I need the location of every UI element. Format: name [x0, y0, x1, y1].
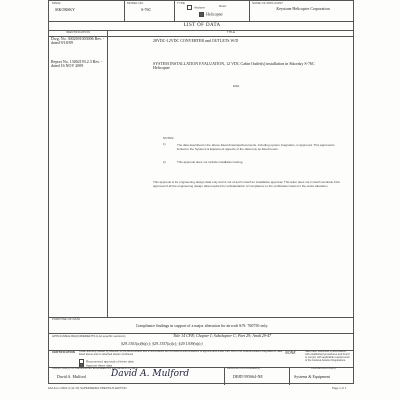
type-option-airplane: Airplane — [187, 5, 205, 10]
certification-option-approve[interactable]: Approve these data — [79, 363, 112, 368]
title-header: TITLE — [226, 30, 236, 34]
regulations-label: APPLICABLE REQUIREMENTS (List specific sections) — [52, 333, 126, 338]
notes-heading: NOTES: — [163, 136, 175, 140]
make-label: MAKE — [52, 1, 61, 5]
type-airplane-checkbox — [187, 5, 192, 10]
note-1-text: The data described in the above listed drawings/documents, including system integration, is approved. This approval is limited to the Systems & Equipment aspects of the data only as listed herein. — [177, 143, 335, 152]
table-row-1-identification: Dwg. No. 3002691003006 Rev. - dated 9/18/09 — [51, 36, 105, 46]
type-selected-value: Helicopter — [199, 12, 223, 17]
table-row-2-identification: Report No. 13002193.2.3 Rev. - dated 16 NOV 2009 — [51, 59, 103, 69]
certification-text: Under authority vested by direction of the Administrator and in accordance with conditions and limitations of appointment under Part 183 of the Federal Aviation Regulations, data listed above and on attached sheets numbered — [79, 350, 283, 356]
list-of-data-title: LIST OF DATA — [183, 22, 221, 28]
regulations-value: Title 14 CFR; Chapter I; Subchapter C; Part 29; Amdt 29-47 — [173, 333, 272, 338]
handwritten-signature: David A. Mulford — [111, 369, 190, 379]
note-2-text: This approval does not include installation testing. — [177, 160, 244, 164]
faa-form-8110-3 — [48, 0, 354, 384]
applicant-value: Keystone Helicopter Corporation — [276, 6, 330, 11]
certification-sheets-value: NONE — [285, 350, 296, 355]
classification-value: Systems & Equipment — [294, 374, 330, 379]
designation-value: DERT-595664-NE — [233, 374, 263, 379]
form-number: FAA Form 8110-3 (11-70) SUPERSEDES PREVIOUS EDITION — [48, 386, 127, 390]
type-helicopter-checkbox — [199, 12, 204, 17]
applicant-label: NAME OF APPLICANT — [252, 1, 284, 5]
model-value: S-76C — [141, 7, 152, 12]
designation-label: DESIGNATION NUMBER(S) — [227, 366, 261, 370]
certification-option-recommend[interactable]: Recommend approval of these data — [79, 359, 134, 364]
approval-paragraph: This approval is for engineering design data only and is not of and in itself an installation approval. This letter does not in itself constitute FAA approval of all the engineering design data required for substantiation of compliance to the certification basis for the entire alteration. — [153, 180, 340, 189]
end-marker: END — [233, 84, 240, 88]
certification-text-2: have been examined in accordance with established procedures and found to comply with applicable requirements of the Federal Aviation Regulations. — [305, 350, 350, 362]
table-row-2-title: SYSTEM INSTALLATION EVALUATION, 12 VDC Cabin Outlet(s) installation in Sikorsky S-76C Helicopter — [153, 61, 315, 71]
purpose-label: PURPOSE OF DATA — [52, 317, 81, 321]
type-label: TYPE — [177, 1, 185, 5]
purpose-value: Compliance findings in support of a major alteration for aircraft S/N: 760750 only. — [135, 323, 269, 328]
model-label: MODEL NO. — [127, 1, 144, 5]
regulations-sections: §29.1301(a)(b)(c); §29.1357(a)(c); §29.1309(a)(c) — [121, 341, 203, 346]
certification-label: CERTIFICATION — [52, 350, 75, 354]
identification-header: IDENTIFICATION — [66, 30, 90, 34]
table-row-1-title: 28VDC-12VDC CONVERTER and OUTLETS W/D — [153, 38, 239, 43]
note-1-number: 1) — [163, 142, 166, 146]
classification-label: CLASSIFICATION(S) — [311, 366, 336, 370]
page-number: Page 1 of 1 — [332, 386, 347, 390]
der-name: David A. Mulford — [57, 374, 86, 379]
signature-label: SIGNATURE(S) OF DESIGNATED ENGINEERING REPRESENTATIVE(S) — [52, 366, 139, 370]
type-option-rotor: Rotor — [219, 4, 227, 8]
note-2-number: 2) — [163, 160, 166, 164]
make-value: SIKORSKY — [55, 7, 76, 12]
